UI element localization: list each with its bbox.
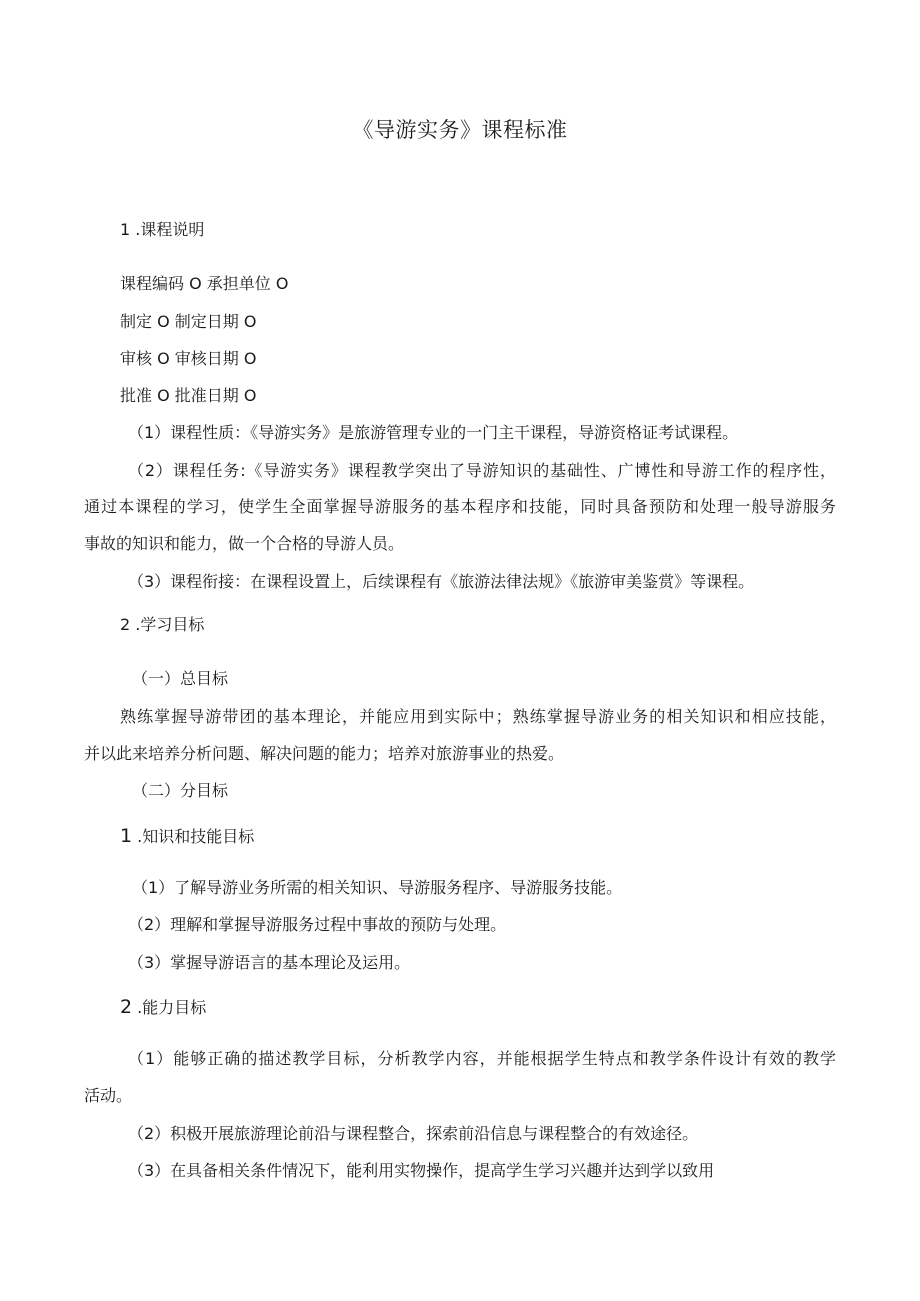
course-task-line-1: （2）课程任务:《导游实务》课程教学突出了导游知识的基础性、广博性和导游工作的程序性， — [128, 461, 836, 480]
course-connection-paragraph: （3）课程衔接：在课程设置上，后续课程有《旅游法律法规》《旅游审美鉴赏》等课程。 — [128, 572, 755, 591]
ability-goal-item-2: （2）积极开展旅游理论前沿与课程整合，探索前沿信息与课程整合的有效途径。 — [128, 1124, 699, 1143]
ability-goal-item-1-line-1: （1）能够正确的描述教学目标，分析教学内容，并能根据学生特点和教学条件设计有效的教学 — [128, 1049, 836, 1068]
overall-goal-line-1: 熟练掌握导游带团的基本理论，并能应用到实际中；熟练掌握导游业务的相关知识和相应技能， — [120, 707, 836, 726]
knowledge-goal-number: 1 — [120, 825, 133, 847]
overall-goal-heading: （一）总目标 — [132, 669, 229, 688]
ability-goal-item-1-line-2: 活动。 — [84, 1086, 133, 1105]
ability-goal-heading — [120, 997, 206, 1018]
course-task-line-3: 事故的知识和能力，做一个合格的导游人员。 — [84, 534, 405, 553]
knowledge-goal-item-2: （2）理解和掌握导游服务过程中事故的预防与处理。 — [128, 915, 507, 934]
info-line-review: 审核 O 审核日期 O — [120, 349, 257, 368]
info-line-approval: 批准 O 批准日期 O — [120, 386, 257, 405]
ability-goal-number: 2 — [120, 996, 133, 1018]
info-line-formulation: 制定 O 制定日期 O — [120, 312, 257, 331]
knowledge-goal-label: .知识和技能目标 — [132, 827, 255, 846]
page-title: 《导游实务》课程标准 — [352, 118, 568, 142]
knowledge-goal-item-1: （1）了解导游业务所需的相关知识、导游服务程序、导游服务技能。 — [132, 878, 623, 897]
section-heading-course-description: 1 .课程说明 — [120, 220, 205, 239]
knowledge-goal-item-3: （3）掌握导游语言的基本理论及运用。 — [128, 953, 411, 972]
course-task-line-2: 通过本课程的学习，使学生全面掌握导游服务的基本程序和技能，同时具备预防和处理一般导游服务 — [84, 497, 836, 516]
section-heading-learning-goals: 2 .学习目标 — [120, 615, 205, 634]
sub-goal-heading: （二）分目标 — [132, 781, 229, 800]
ability-goal-label: .能力目标 — [132, 998, 207, 1017]
course-nature-paragraph: （1）课程性质：《导游实务》是旅游管理专业的一门主干课程，导游资格证考试课程。 — [128, 423, 739, 442]
overall-goal-line-2: 并以此来培养分析问题、解决问题的能力；培养对旅游事业的热爱。 — [84, 744, 565, 763]
knowledge-goal-heading — [120, 826, 254, 847]
info-line-code: 课程编码 O 承担单位 O — [120, 274, 289, 293]
ability-goal-item-3: （3）在具备相关条件情况下，能利用实物操作，提高学生学习兴趣并达到学以致用 — [128, 1161, 715, 1180]
